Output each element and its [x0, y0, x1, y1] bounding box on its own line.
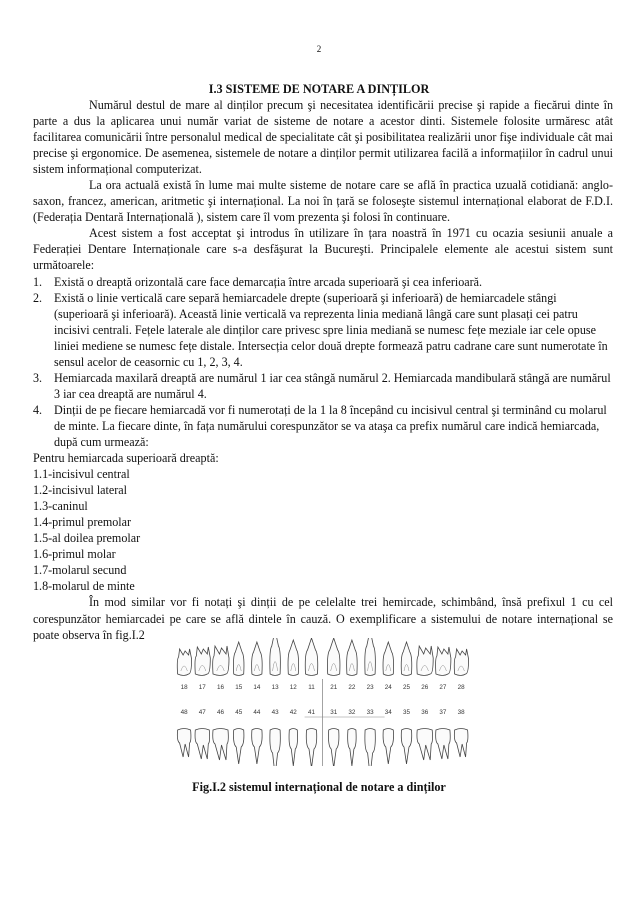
dental-chart-illustration [170, 638, 470, 766]
upper-tooth-drawing [365, 638, 376, 676]
teeth-list-item: 1.4-primul premolar [33, 515, 132, 530]
list-text: Există o dreaptă orizontală care face demarcația între arcada superioară şi cea inferioară. [54, 274, 483, 289]
upper-tooth-drawing [401, 642, 412, 676]
upper-tooth-number: 25 [402, 684, 411, 691]
teeth-list-item: 1.1-incisivul central [33, 467, 130, 482]
list-text: Dinții de pe fiecare hemiarcadă vor fi numerotați de la 1 la 8 începând cu incisivul central şi terminând cu molarul de minte. La fiecare dinte, în fața numărului corespunzător se va ataşa ca prefix numărul care indică hemiarcada, după cum urmează: [54, 402, 607, 449]
lower-tooth-drawing [306, 729, 316, 767]
upper-tooth-number: 21 [330, 684, 338, 691]
lower-tooth-drawing [213, 729, 229, 761]
list-number: 4. [33, 402, 43, 417]
upper-tooth-drawing [252, 642, 263, 676]
dental-chart-figure [170, 638, 470, 766]
lower-tooth-number: 48 [180, 709, 188, 716]
upper-tooth-drawing [270, 638, 281, 676]
section-title: I.3 SISTEME DE NOTARE A DINȚILOR [208, 82, 430, 96]
lower-tooth-drawing [365, 729, 375, 767]
lower-tooth-number: 32 [348, 709, 356, 716]
lower-tooth-number: 38 [457, 709, 465, 716]
upper-tooth-drawing [288, 640, 299, 676]
list-number: 3. [33, 370, 43, 385]
teeth-list-item: 1.5-al doilea premolar [33, 531, 141, 546]
upper-tooth-drawing [305, 638, 318, 676]
paragraph: La ora actuală există în lume mai multe sisteme de notare care se află în practica uzuală cotidiană: anglo-saxon, francez, american, aritmetic şi internațional. La noi în țară se foloseşte sistemul internațional elaborat de F.D.I.(Federația Dentară Internațională ), sistem care îl vom prezenta şi folosi în continuare. [33, 178, 613, 225]
upper-tooth-drawing [383, 642, 394, 676]
teeth-intro: Pentru hemiarcada superioară dreaptă: [33, 451, 219, 466]
paragraph: În mod similar vor fi notați şi dinții de pe celelalte trei hemircade, schimbând, însă prefixul 1 cu cel corespunzător hemiarcadei pe care se află dintele în cauză. O exemplificare a sistemului de notare internațional se poate observa în fig.I.2 [33, 595, 613, 642]
lower-tooth-drawing [195, 729, 210, 760]
lower-tooth-drawing [454, 729, 468, 758]
lower-tooth-number: 47 [198, 709, 206, 716]
upper-tooth-drawing [454, 649, 468, 676]
lower-tooth-drawing [417, 729, 433, 761]
lower-tooth-drawing [401, 729, 411, 765]
upper-tooth-drawing [195, 647, 210, 676]
upper-tooth-number: 14 [253, 684, 261, 691]
upper-tooth-drawing [347, 640, 358, 676]
lower-tooth-drawing [328, 729, 338, 767]
teeth-list [33, 466, 613, 594]
upper-tooth-number: 12 [289, 684, 297, 691]
teeth-list-item: 1.6-primul molar [33, 547, 116, 562]
lower-tooth-drawing [289, 729, 298, 767]
list-item [33, 290, 613, 370]
upper-tooth-number: 22 [348, 684, 356, 691]
list-item [33, 274, 613, 290]
list-item [33, 370, 613, 402]
lower-tooth-number: 44 [253, 709, 261, 716]
lower-tooth-number: 33 [366, 709, 374, 716]
lower-tooth-drawing [177, 729, 191, 758]
lower-tooth-number: 41 [307, 709, 316, 716]
upper-tooth-number: 26 [421, 684, 429, 691]
paragraph: Numărul destul de mare al dinților precum şi necesitatea identificării precise şi rapide a fiecărui dinte în parte a dus la aplicarea unui număr variat de sisteme de notare a acestor dinti. Sistemele folosite urmăresc atât facilitarea comunicării între personalul medical de specialitate cât şi posibilitatea realizării unor fişe individuale cât mai precise şi ergonomice. De asemenea, sistemele de notare a dinților permit utilizarea facilă a informațiilor în cadrul unui sistem informațional computerizat. [33, 98, 613, 177]
upper-tooth-drawing [417, 646, 433, 676]
upper-tooth-number: 28 [457, 684, 465, 691]
list-text: Hemiarcada maxilară dreaptă are numărul 1 iar cea stângă numărul 2. Hemiarcada mandibulară stângă are numărul 3 iar cea dreaptă are numărul 4. [54, 370, 611, 401]
upper-tooth-number: 27 [439, 684, 447, 691]
lower-tooth-number: 36 [421, 709, 429, 716]
upper-tooth-drawing [177, 649, 191, 676]
teeth-list-item: 1.7-molarul secund [33, 563, 127, 578]
upper-tooth-number: 13 [271, 684, 279, 691]
upper-tooth-number: 15 [235, 684, 243, 691]
upper-tooth-drawing [213, 646, 229, 676]
figure-caption: Fig.I.2 sistemul internațional de notare a dinților [192, 780, 446, 794]
upper-tooth-number: 18 [180, 684, 188, 691]
upper-tooth-number: 11 [308, 684, 315, 691]
lower-tooth-number: 45 [235, 709, 243, 716]
teeth-list-item: 1.8-molarul de minte [33, 579, 135, 594]
lower-tooth-number: 43 [271, 709, 279, 716]
upper-tooth-number: 24 [384, 684, 392, 691]
teeth-list-item: 1.3-caninul [33, 499, 88, 514]
lower-tooth-drawing [233, 729, 243, 765]
upper-tooth-number: 23 [366, 684, 374, 691]
lower-tooth-drawing [348, 729, 357, 767]
lower-tooth-drawing [252, 729, 262, 765]
upper-tooth-drawing [233, 642, 244, 676]
lower-tooth-drawing [436, 729, 451, 760]
lower-tooth-drawing [383, 729, 393, 765]
upper-tooth-number: 16 [216, 684, 225, 691]
lower-tooth-number: 46 [216, 709, 225, 716]
paragraph: Acest sistem a fost acceptat şi introdus în utilizare în țara noastră în 1971 cu ocazia sesiunii anuale a Federației Dentare Internaționale care s-a desfăşurat la Bucureşti. Principalele elemente ale acestui sistem sunt următoarele: [33, 226, 613, 273]
list-item [33, 402, 613, 450]
lower-tooth-number: 37 [439, 709, 447, 716]
list-number: 1. [33, 274, 43, 289]
list-number: 2. [33, 290, 43, 305]
page-number: 2 [316, 44, 322, 54]
lower-tooth-number: 31 [330, 709, 338, 716]
upper-tooth-number: 17 [198, 684, 206, 691]
lower-tooth-drawing [270, 729, 280, 767]
lower-tooth-number: 34 [384, 709, 392, 716]
lower-tooth-number: 42 [289, 709, 297, 716]
lower-tooth-number: 35 [402, 709, 411, 716]
upper-tooth-drawing [327, 638, 340, 676]
body-text [33, 97, 613, 643]
numbered-list [33, 274, 613, 451]
upper-tooth-drawing [436, 647, 451, 676]
teeth-list-item: 1.2-incisivul lateral [33, 483, 128, 498]
list-text: Există o linie verticală care separă hemiarcadele drepte (superioară şi inferioară) de hemiarcadele stângi (superioară şi inferioară). Această linie verticală va reprezenta linia mediană lângă care sunt plasați cei patru incisivi centrali. Fețele laterale ale dinților care privesc spre linia mediană se numesc fețe meziale iar cele opuse liniei mediene se numesc fețe distale. Intersecția celor două drepte formează patru cadrane care sunt numerotate în sensul acelor de ceasornic cu 1, 2, 3, 4. [54, 290, 608, 369]
